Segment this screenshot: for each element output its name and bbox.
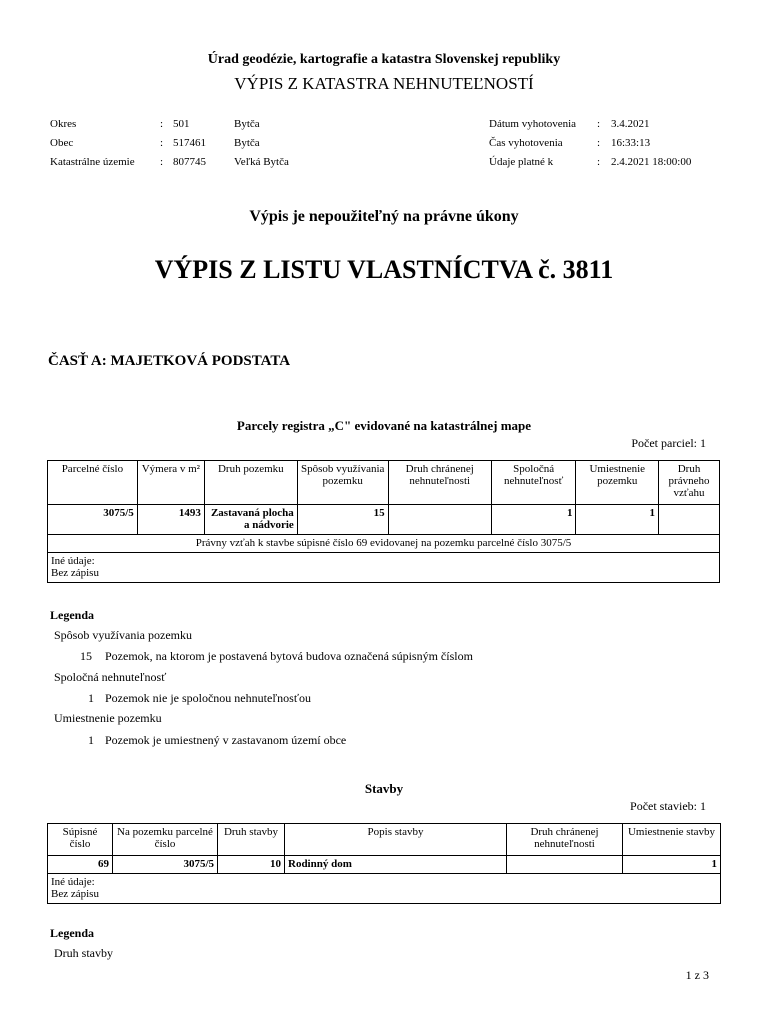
legend-group-title: Spoločná nehnuteľnosť: [54, 670, 167, 684]
header-parcel-number: Parcelné číslo: [48, 461, 138, 505]
office-name: Úrad geodézie, kartografie a katastra Slovenskej republiky: [207, 52, 561, 67]
meta-valid-label: Údaje platné k: [489, 156, 554, 168]
header-area: Výmera v m²: [137, 461, 204, 505]
cell-legal-relation: [659, 505, 720, 535]
meta-ku-name: Veľká Bytča: [234, 156, 289, 168]
meta-sep: :: [160, 137, 164, 149]
meta-sep: :: [160, 118, 164, 130]
legend-title: Legenda: [50, 608, 95, 622]
legend-text: Pozemok nie je spoločnou nehnuteľnosťou: [105, 691, 311, 705]
cell-protected: [507, 856, 623, 874]
legend-group-title: Umiestnenie pozemku: [54, 711, 162, 725]
header-land-use: Spôsob využívania pozemku: [297, 461, 388, 505]
meta-obec-label: Obec: [50, 137, 74, 149]
table-row: [48, 856, 721, 874]
cell-building-location: 1: [623, 856, 721, 874]
legend-group-title: Spôsob využívania pozemku: [54, 628, 192, 642]
header-on-parcel: Na pozemku parcelné číslo: [113, 824, 218, 856]
cell-protected: [388, 505, 491, 535]
legend-text: Pozemok, na ktorom je postavená bytová budova označená súpisným číslom: [105, 649, 473, 663]
parcels-count: Počet parciel: 1: [631, 436, 706, 450]
other-info: [48, 553, 720, 583]
legend-group-title: Druh stavby: [54, 946, 113, 960]
meta-okres-label: Okres: [50, 118, 77, 130]
legend-code: 1: [88, 733, 94, 747]
legend-code: 15: [80, 649, 92, 663]
parcels-title: Parcely registra „C" evidované na katastrálnej mape: [236, 418, 532, 433]
legend-text: Pozemok je umiestnený v zastavanom území obce: [105, 733, 347, 747]
meta-sep: :: [597, 118, 601, 130]
header-legal-relation: Druh právneho vzťahu: [659, 461, 720, 505]
cell-location: 1: [576, 505, 659, 535]
other-info: [48, 874, 721, 904]
document-title: VÝPIS Z KATASTRA NEHNUTEĽNOSTÍ: [234, 74, 534, 93]
cell-building-number: 69: [48, 856, 113, 874]
meta-ku-label: Katastrálne územie: [50, 156, 135, 168]
cell-area: 1493: [137, 505, 204, 535]
header-building-location: Umiestnenie stavby: [623, 824, 721, 856]
meta-time-label: Čas vyhotovenia: [489, 137, 563, 149]
cell-land-type: Zastavaná plocha a nádvorie: [204, 505, 297, 535]
meta-time-value: 16:33:13: [611, 137, 651, 149]
relation-note: Právny vzťah k stavbe súpisné číslo 69 evidovanej na pozemku parcelné číslo 3075/5: [48, 535, 720, 553]
cell-parcel-number: 3075/5: [48, 505, 138, 535]
page-number: 1 z 3: [685, 968, 709, 982]
meta-ku-code: 807745: [173, 156, 206, 168]
header-protected: Druh chránenej nehnuteľnosti: [388, 461, 491, 505]
header-building-type: Druh stavby: [218, 824, 285, 856]
legend-title: Legenda: [50, 926, 95, 940]
header-building-description: Popis stavby: [285, 824, 507, 856]
meta-sep: :: [597, 156, 601, 168]
header-building-number: Súpisné číslo: [48, 824, 113, 856]
buildings-title: Stavby: [364, 781, 404, 796]
cell-building-type: 10: [218, 856, 285, 874]
parcels-table: [47, 460, 720, 583]
header-location: Umiestnenie pozemku: [576, 461, 659, 505]
cell-land-use: 15: [297, 505, 388, 535]
header-protected: Druh chránenej nehnuteľnosti: [507, 824, 623, 856]
header-land-type: Druh pozemku: [204, 461, 297, 505]
meta-date-value: 3.4.2021: [611, 118, 650, 130]
meta-date-label: Dátum vyhotovenia: [489, 118, 577, 130]
other-info-value: Bez zápisu: [51, 567, 99, 579]
buildings-count: Počet stavieb: 1: [630, 799, 706, 813]
meta-okres-code: 501: [173, 118, 190, 130]
meta-okres-name: Bytča: [234, 118, 260, 130]
other-info-value: Bez zápisu: [51, 888, 99, 900]
cell-on-parcel: 3075/5: [113, 856, 218, 874]
other-info-label: Iné údaje:: [51, 555, 95, 567]
buildings-table: [47, 823, 721, 904]
header-common: Spoločná nehnuteľnosť: [491, 461, 576, 505]
meta-valid-value: 2.4.2021 18:00:00: [611, 156, 692, 168]
meta-obec-name: Bytča: [234, 137, 260, 149]
part-a-heading: ČASŤ A: MAJETKOVÁ PODSTATA: [48, 353, 291, 369]
legend-code: 1: [88, 691, 94, 705]
lv-title: VÝPIS Z LISTU VLASTNÍCTVA č. 3811: [154, 255, 614, 284]
cell-common: 1: [491, 505, 576, 535]
other-info-label: Iné údaje:: [51, 876, 95, 888]
table-row: [48, 505, 720, 535]
meta-obec-code: 517461: [173, 137, 206, 149]
meta-sep: :: [160, 156, 164, 168]
meta-sep: :: [597, 137, 601, 149]
notice: Výpis je nepoužiteľný na právne úkony: [249, 208, 519, 225]
cell-building-description: Rodinný dom: [285, 856, 507, 874]
